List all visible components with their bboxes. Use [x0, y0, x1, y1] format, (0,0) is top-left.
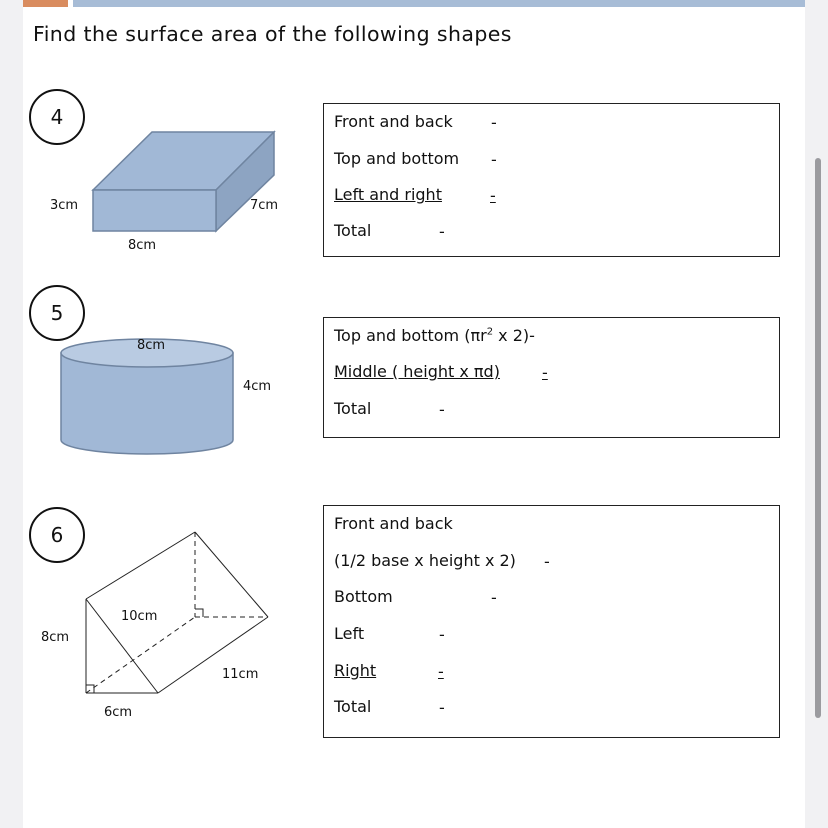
row-dash: - — [439, 222, 445, 241]
cuboid-depth-label: 7cm — [250, 198, 279, 213]
row-dash: - — [542, 363, 548, 382]
row-middle: Middle ( height x πd) — [334, 362, 500, 381]
row-total: Total — [334, 221, 372, 240]
triangular-prism-diagram — [0, 0, 300, 200]
cylinder-diameter-label: 8cm — [137, 338, 166, 353]
row-dash: - — [544, 552, 550, 571]
prism-slant-label: 10cm — [121, 609, 158, 624]
question-number-4: 4 — [29, 89, 85, 145]
row-bottom: Bottom — [334, 587, 393, 606]
row-top-bottom: Top and bottom — [334, 149, 460, 168]
row-dash: - — [439, 400, 445, 419]
row-dash: - — [491, 588, 497, 607]
row-total: Total — [334, 697, 372, 716]
row-dash: - — [491, 150, 497, 169]
row-dash: - — [439, 698, 445, 717]
prism-length-label: 11cm — [222, 667, 259, 682]
row-front-back: Front and back — [334, 112, 453, 131]
formula-text: Top and bottom (πr — [334, 326, 487, 345]
answer-box-4 — [323, 103, 780, 257]
row-dash: - — [491, 113, 497, 132]
page-title: Find the surface area of the following shapes — [33, 22, 512, 46]
row-dash: - — [490, 186, 496, 205]
cylinder-body — [61, 353, 233, 454]
prism-height-label: 8cm — [41, 630, 70, 645]
question-number-5: 5 — [29, 285, 85, 341]
row-front-back: Front and back — [334, 514, 453, 533]
row-right: Right — [334, 661, 377, 680]
cuboid-height-label: 3cm — [50, 198, 79, 213]
cylinder-height-label: 4cm — [243, 379, 272, 394]
formula-text: x 2)- — [493, 326, 535, 345]
answer-box-6 — [323, 505, 780, 738]
row-total: Total — [334, 399, 372, 418]
row-left-right: Left and right — [334, 185, 442, 204]
question-number-6: 6 — [29, 507, 85, 563]
row-triangle-formula: (1/2 base x height x 2) — [334, 551, 516, 570]
answer-box-5 — [323, 317, 780, 438]
row-left: Left — [334, 624, 365, 643]
formula-superscript: 2 — [486, 326, 494, 338]
row-top-bottom-formula — [334, 326, 535, 345]
row-dash: - — [439, 625, 445, 644]
prism-base-label: 6cm — [104, 705, 133, 720]
cuboid-width-label: 8cm — [128, 238, 157, 253]
scrollbar[interactable] — [815, 158, 821, 718]
row-dash: - — [438, 662, 444, 681]
